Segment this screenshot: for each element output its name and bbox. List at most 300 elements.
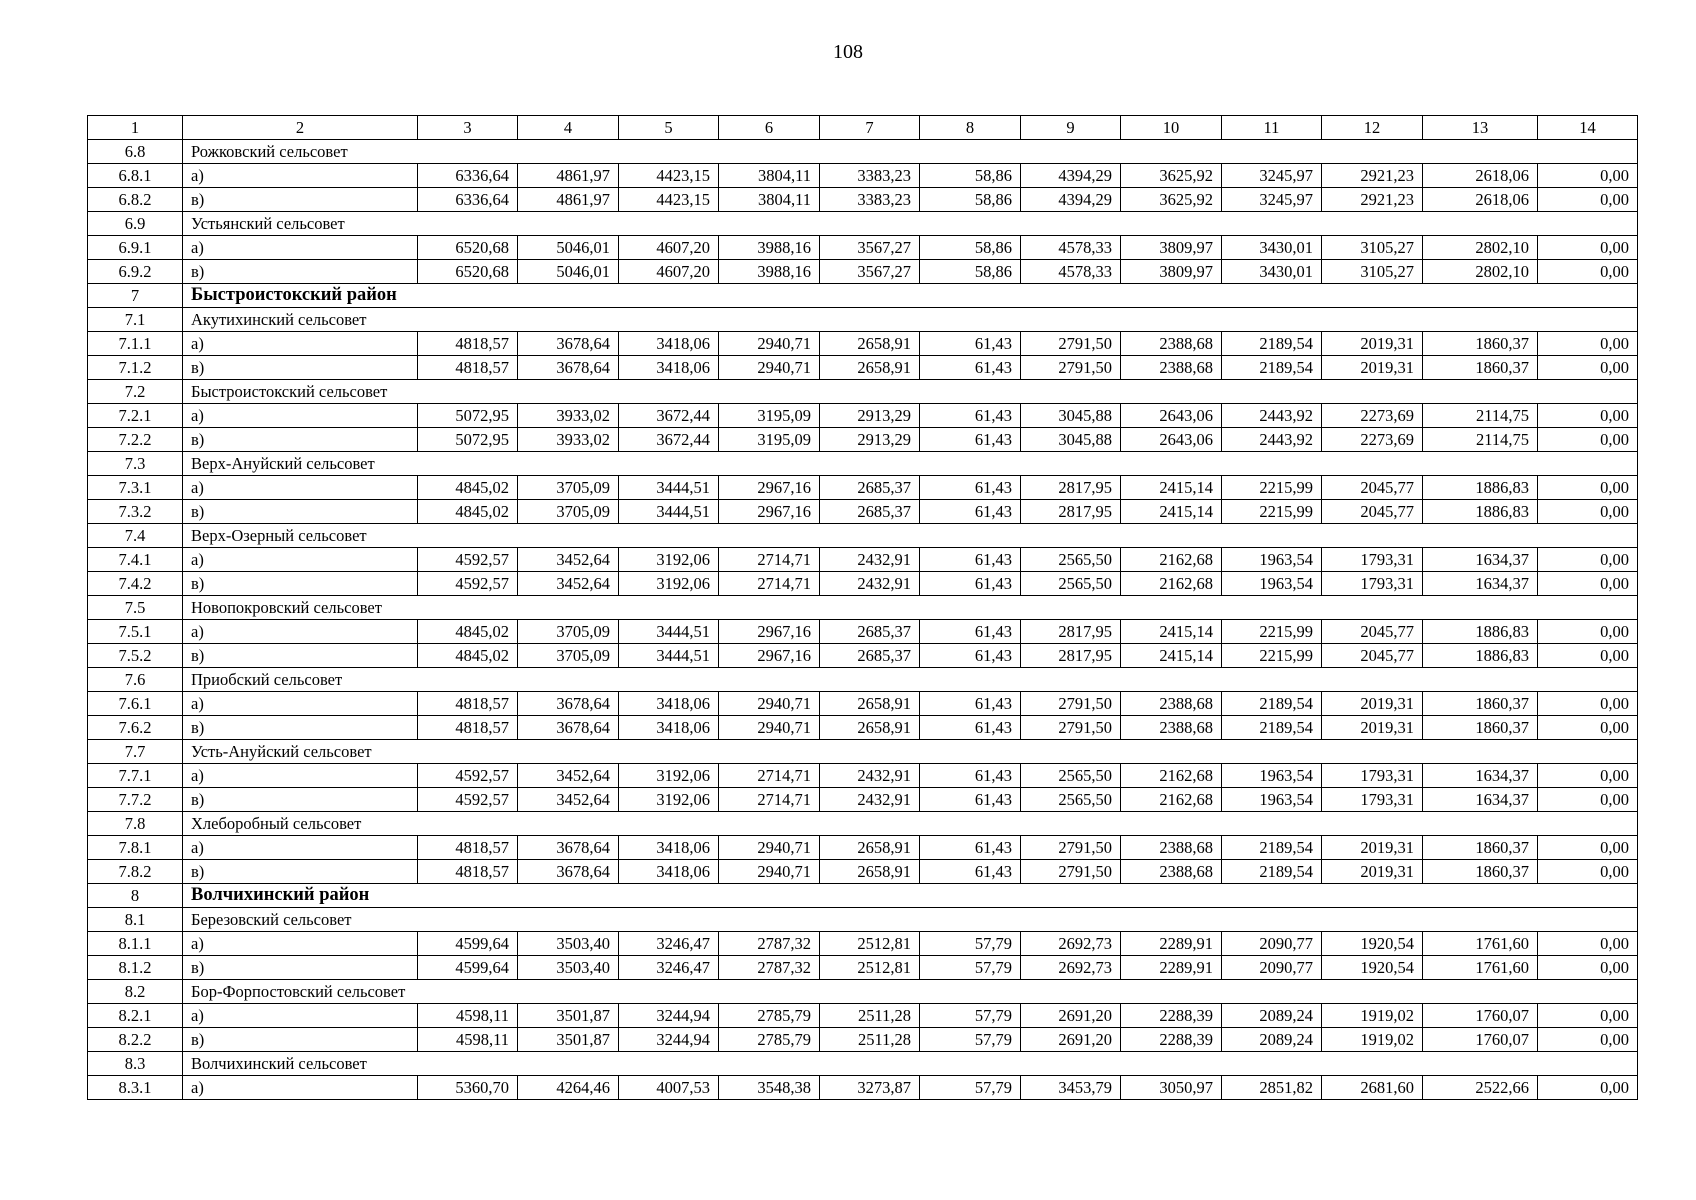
value-cell: 3678,64 <box>518 356 619 380</box>
value-cell: 2511,28 <box>820 1028 920 1052</box>
value-cell: 5046,01 <box>518 236 619 260</box>
value-cell: 3444,51 <box>619 644 719 668</box>
value-cell: 3430,01 <box>1222 236 1322 260</box>
value-cell: 2851,82 <box>1222 1076 1322 1100</box>
value-cell: 2791,50 <box>1021 692 1121 716</box>
row-label: а) <box>183 836 418 860</box>
value-cell: 2432,91 <box>820 548 920 572</box>
value-cell: 2388,68 <box>1121 836 1222 860</box>
value-cell: 0,00 <box>1538 548 1638 572</box>
value-cell: 61,43 <box>920 788 1021 812</box>
row-label: в) <box>183 788 418 812</box>
value-cell: 1760,07 <box>1423 1004 1538 1028</box>
value-cell: 1919,02 <box>1322 1028 1423 1052</box>
column-number-cell: 5 <box>619 116 719 140</box>
value-cell: 3678,64 <box>518 836 619 860</box>
value-cell: 3809,97 <box>1121 236 1222 260</box>
value-cell: 2388,68 <box>1121 356 1222 380</box>
value-cell: 4818,57 <box>418 332 518 356</box>
value-cell: 2714,71 <box>719 572 820 596</box>
value-cell: 2215,99 <box>1222 644 1322 668</box>
value-cell: 4818,57 <box>418 860 518 884</box>
table-row <box>88 356 1638 380</box>
value-cell: 3192,06 <box>619 548 719 572</box>
value-cell: 3383,23 <box>820 164 920 188</box>
value-cell: 2045,77 <box>1322 500 1423 524</box>
value-cell: 2162,68 <box>1121 572 1222 596</box>
council-code: 7.2 <box>88 380 183 404</box>
council-row <box>88 596 1638 620</box>
value-cell: 1634,37 <box>1423 764 1538 788</box>
value-cell: 61,43 <box>920 620 1021 644</box>
value-cell: 2289,91 <box>1121 956 1222 980</box>
column-number-row <box>88 116 1638 140</box>
column-number-cell: 3 <box>418 116 518 140</box>
value-cell: 3678,64 <box>518 860 619 884</box>
value-cell: 0,00 <box>1538 932 1638 956</box>
value-cell: 2019,31 <box>1322 860 1423 884</box>
row-code: 8.1.1 <box>88 932 183 956</box>
council-title: Приобский сельсовет <box>183 668 1638 692</box>
row-code: 7.1.1 <box>88 332 183 356</box>
value-cell: 2787,32 <box>719 932 820 956</box>
value-cell: 3244,94 <box>619 1028 719 1052</box>
value-cell: 2565,50 <box>1021 764 1121 788</box>
value-cell: 3444,51 <box>619 476 719 500</box>
value-cell: 3273,87 <box>820 1076 920 1100</box>
table-row <box>88 1076 1638 1100</box>
value-cell: 4845,02 <box>418 500 518 524</box>
value-cell: 2940,71 <box>719 836 820 860</box>
value-cell: 4845,02 <box>418 644 518 668</box>
value-cell: 1860,37 <box>1423 860 1538 884</box>
value-cell: 0,00 <box>1538 428 1638 452</box>
value-cell: 2685,37 <box>820 620 920 644</box>
column-number-cell: 4 <box>518 116 619 140</box>
value-cell: 58,86 <box>920 260 1021 284</box>
value-cell: 1634,37 <box>1423 788 1538 812</box>
value-cell: 4598,11 <box>418 1028 518 1052</box>
value-cell: 0,00 <box>1538 476 1638 500</box>
row-code: 7.4.1 <box>88 548 183 572</box>
value-cell: 1886,83 <box>1423 620 1538 644</box>
value-cell: 1793,31 <box>1322 572 1423 596</box>
row-label: в) <box>183 716 418 740</box>
value-cell: 3050,97 <box>1121 1076 1222 1100</box>
council-code: 7.8 <box>88 812 183 836</box>
value-cell: 4599,64 <box>418 932 518 956</box>
value-cell: 6336,64 <box>418 188 518 212</box>
column-number-cell: 1 <box>88 116 183 140</box>
value-cell: 2691,20 <box>1021 1004 1121 1028</box>
value-cell: 3678,64 <box>518 716 619 740</box>
value-cell: 2215,99 <box>1222 476 1322 500</box>
council-row <box>88 668 1638 692</box>
row-code: 7.2.2 <box>88 428 183 452</box>
value-cell: 2643,06 <box>1121 428 1222 452</box>
table-row <box>88 188 1638 212</box>
row-code: 8.2.2 <box>88 1028 183 1052</box>
row-code: 8.2.1 <box>88 1004 183 1028</box>
value-cell: 1793,31 <box>1322 548 1423 572</box>
value-cell: 2685,37 <box>820 500 920 524</box>
value-cell: 1860,37 <box>1423 836 1538 860</box>
value-cell: 2388,68 <box>1121 692 1222 716</box>
value-cell: 1920,54 <box>1322 932 1423 956</box>
value-cell: 61,43 <box>920 644 1021 668</box>
column-number-cell: 2 <box>183 116 418 140</box>
value-cell: 61,43 <box>920 692 1021 716</box>
value-cell: 4818,57 <box>418 716 518 740</box>
value-cell: 3105,27 <box>1322 236 1423 260</box>
row-label: а) <box>183 1004 418 1028</box>
value-cell: 2289,91 <box>1121 932 1222 956</box>
table-row <box>88 620 1638 644</box>
value-cell: 3195,09 <box>719 428 820 452</box>
value-cell: 57,79 <box>920 1004 1021 1028</box>
row-code: 7.5.2 <box>88 644 183 668</box>
value-cell: 2817,95 <box>1021 644 1121 668</box>
row-label: в) <box>183 500 418 524</box>
value-cell: 4592,57 <box>418 572 518 596</box>
value-cell: 0,00 <box>1538 356 1638 380</box>
value-cell: 2691,20 <box>1021 1028 1121 1052</box>
council-row <box>88 980 1638 1004</box>
value-cell: 2967,16 <box>719 620 820 644</box>
value-cell: 1886,83 <box>1423 500 1538 524</box>
value-cell: 2432,91 <box>820 572 920 596</box>
table-row <box>88 572 1638 596</box>
value-cell: 3705,09 <box>518 500 619 524</box>
value-cell: 57,79 <box>920 932 1021 956</box>
value-cell: 2432,91 <box>820 788 920 812</box>
council-code: 6.8 <box>88 140 183 164</box>
value-cell: 2273,69 <box>1322 428 1423 452</box>
council-code: 7.4 <box>88 524 183 548</box>
value-cell: 3625,92 <box>1121 188 1222 212</box>
value-cell: 4423,15 <box>619 188 719 212</box>
value-cell: 57,79 <box>920 1076 1021 1100</box>
value-cell: 4845,02 <box>418 476 518 500</box>
value-cell: 3625,92 <box>1121 164 1222 188</box>
value-cell: 4592,57 <box>418 548 518 572</box>
value-cell: 1860,37 <box>1423 356 1538 380</box>
value-cell: 3245,97 <box>1222 164 1322 188</box>
value-cell: 61,43 <box>920 476 1021 500</box>
value-cell: 1919,02 <box>1322 1004 1423 1028</box>
value-cell: 2090,77 <box>1222 932 1322 956</box>
row-label: в) <box>183 428 418 452</box>
value-cell: 3705,09 <box>518 476 619 500</box>
table-row <box>88 428 1638 452</box>
value-cell: 4861,97 <box>518 164 619 188</box>
value-cell: 2388,68 <box>1121 332 1222 356</box>
table-row <box>88 236 1638 260</box>
value-cell: 3453,79 <box>1021 1076 1121 1100</box>
value-cell: 0,00 <box>1538 1004 1638 1028</box>
value-cell: 0,00 <box>1538 332 1638 356</box>
value-cell: 3548,38 <box>719 1076 820 1100</box>
value-cell: 61,43 <box>920 572 1021 596</box>
value-cell: 2967,16 <box>719 644 820 668</box>
table-row <box>88 476 1638 500</box>
value-cell: 2940,71 <box>719 716 820 740</box>
value-cell: 2681,60 <box>1322 1076 1423 1100</box>
row-label: в) <box>183 188 418 212</box>
council-title: Быстроистокский сельсовет <box>183 380 1638 404</box>
row-code: 6.9.2 <box>88 260 183 284</box>
row-label: а) <box>183 764 418 788</box>
table-row <box>88 692 1638 716</box>
value-cell: 2114,75 <box>1423 428 1538 452</box>
table-row <box>88 956 1638 980</box>
council-title: Устьянский сельсовет <box>183 212 1638 236</box>
value-cell: 6336,64 <box>418 164 518 188</box>
table-row <box>88 788 1638 812</box>
value-cell: 3452,64 <box>518 788 619 812</box>
value-cell: 2802,10 <box>1423 236 1538 260</box>
value-cell: 4607,20 <box>619 236 719 260</box>
value-cell: 2215,99 <box>1222 620 1322 644</box>
value-cell: 2432,91 <box>820 764 920 788</box>
value-cell: 2019,31 <box>1322 332 1423 356</box>
district-row <box>88 884 1638 908</box>
value-cell: 5046,01 <box>518 260 619 284</box>
value-cell: 0,00 <box>1538 764 1638 788</box>
row-label: в) <box>183 572 418 596</box>
value-cell: 61,43 <box>920 356 1021 380</box>
value-cell: 4818,57 <box>418 692 518 716</box>
value-cell: 2921,23 <box>1322 188 1423 212</box>
column-number-cell: 12 <box>1322 116 1423 140</box>
value-cell: 2940,71 <box>719 692 820 716</box>
value-cell: 0,00 <box>1538 860 1638 884</box>
column-number-cell: 14 <box>1538 116 1638 140</box>
row-code: 7.7.2 <box>88 788 183 812</box>
value-cell: 0,00 <box>1538 500 1638 524</box>
value-cell: 1860,37 <box>1423 332 1538 356</box>
value-cell: 2791,50 <box>1021 836 1121 860</box>
value-cell: 1963,54 <box>1222 788 1322 812</box>
council-title: Хлеборобный сельсовет <box>183 812 1638 836</box>
council-code: 7.1 <box>88 308 183 332</box>
value-cell: 61,43 <box>920 404 1021 428</box>
value-cell: 2692,73 <box>1021 956 1121 980</box>
district-code: 8 <box>88 884 183 908</box>
value-cell: 57,79 <box>920 956 1021 980</box>
council-title: Верх-Ануйский сельсовет <box>183 452 1638 476</box>
row-code: 6.9.1 <box>88 236 183 260</box>
row-code: 7.5.1 <box>88 620 183 644</box>
value-cell: 2618,06 <box>1423 188 1538 212</box>
value-cell: 61,43 <box>920 332 1021 356</box>
value-cell: 2162,68 <box>1121 548 1222 572</box>
value-cell: 2658,91 <box>820 692 920 716</box>
value-cell: 2714,71 <box>719 764 820 788</box>
value-cell: 0,00 <box>1538 164 1638 188</box>
value-cell: 2114,75 <box>1423 404 1538 428</box>
value-cell: 3452,64 <box>518 548 619 572</box>
value-cell: 61,43 <box>920 764 1021 788</box>
table-row <box>88 548 1638 572</box>
value-cell: 3105,27 <box>1322 260 1423 284</box>
value-cell: 3383,23 <box>820 188 920 212</box>
row-label: а) <box>183 404 418 428</box>
value-cell: 2443,92 <box>1222 404 1322 428</box>
council-row <box>88 1052 1638 1076</box>
value-cell: 2658,91 <box>820 356 920 380</box>
value-cell: 61,43 <box>920 860 1021 884</box>
row-code: 8.1.2 <box>88 956 183 980</box>
value-cell: 2658,91 <box>820 716 920 740</box>
table-row <box>88 332 1638 356</box>
value-cell: 0,00 <box>1538 620 1638 644</box>
council-code: 7.6 <box>88 668 183 692</box>
value-cell: 0,00 <box>1538 236 1638 260</box>
value-cell: 61,43 <box>920 428 1021 452</box>
council-title: Усть-Ануйский сельсовет <box>183 740 1638 764</box>
value-cell: 4599,64 <box>418 956 518 980</box>
value-cell: 3418,06 <box>619 716 719 740</box>
value-cell: 4592,57 <box>418 788 518 812</box>
value-cell: 5072,95 <box>418 428 518 452</box>
value-cell: 2189,54 <box>1222 692 1322 716</box>
value-cell: 2921,23 <box>1322 164 1423 188</box>
row-code: 6.8.2 <box>88 188 183 212</box>
row-code: 7.2.1 <box>88 404 183 428</box>
value-cell: 2019,31 <box>1322 356 1423 380</box>
council-row <box>88 212 1638 236</box>
value-cell: 3503,40 <box>518 932 619 956</box>
value-cell: 3418,06 <box>619 860 719 884</box>
value-cell: 2692,73 <box>1021 932 1121 956</box>
value-cell: 3678,64 <box>518 332 619 356</box>
value-cell: 1761,60 <box>1423 956 1538 980</box>
value-cell: 2189,54 <box>1222 716 1322 740</box>
value-cell: 2415,14 <box>1121 620 1222 644</box>
page-number: 108 <box>833 41 863 63</box>
value-cell: 1634,37 <box>1423 572 1538 596</box>
value-cell: 2685,37 <box>820 476 920 500</box>
value-cell: 0,00 <box>1538 788 1638 812</box>
value-cell: 2045,77 <box>1322 620 1423 644</box>
district-title: Волчихинский район <box>183 884 1638 908</box>
value-cell: 2565,50 <box>1021 572 1121 596</box>
value-cell: 0,00 <box>1538 260 1638 284</box>
value-cell: 1886,83 <box>1423 476 1538 500</box>
row-label: а) <box>183 548 418 572</box>
value-cell: 3192,06 <box>619 788 719 812</box>
value-cell: 61,43 <box>920 836 1021 860</box>
tariff-table <box>87 115 1638 1100</box>
row-code: 7.3.1 <box>88 476 183 500</box>
value-cell: 2288,39 <box>1121 1028 1222 1052</box>
value-cell: 5360,70 <box>418 1076 518 1100</box>
value-cell: 2512,81 <box>820 932 920 956</box>
council-code: 7.5 <box>88 596 183 620</box>
value-cell: 2388,68 <box>1121 860 1222 884</box>
council-row <box>88 452 1638 476</box>
value-cell: 3672,44 <box>619 404 719 428</box>
value-cell: 3444,51 <box>619 500 719 524</box>
value-cell: 2019,31 <box>1322 716 1423 740</box>
value-cell: 3705,09 <box>518 644 619 668</box>
column-number-cell: 6 <box>719 116 820 140</box>
council-row <box>88 380 1638 404</box>
council-row <box>88 908 1638 932</box>
value-cell: 2791,50 <box>1021 716 1121 740</box>
row-label: а) <box>183 476 418 500</box>
value-cell: 2787,32 <box>719 956 820 980</box>
table-row <box>88 860 1638 884</box>
value-cell: 0,00 <box>1538 188 1638 212</box>
council-row <box>88 308 1638 332</box>
column-number-cell: 13 <box>1423 116 1538 140</box>
value-cell: 3418,06 <box>619 692 719 716</box>
value-cell: 3246,47 <box>619 956 719 980</box>
table-row <box>88 164 1638 188</box>
value-cell: 1963,54 <box>1222 764 1322 788</box>
value-cell: 2913,29 <box>820 428 920 452</box>
value-cell: 2967,16 <box>719 476 820 500</box>
value-cell: 2415,14 <box>1121 644 1222 668</box>
value-cell: 2089,24 <box>1222 1004 1322 1028</box>
value-cell: 4607,20 <box>619 260 719 284</box>
value-cell: 2415,14 <box>1121 500 1222 524</box>
value-cell: 3705,09 <box>518 620 619 644</box>
value-cell: 3192,06 <box>619 572 719 596</box>
column-number-cell: 11 <box>1222 116 1322 140</box>
council-code: 8.1 <box>88 908 183 932</box>
value-cell: 1634,37 <box>1423 548 1538 572</box>
table-row <box>88 644 1638 668</box>
value-cell: 5072,95 <box>418 404 518 428</box>
value-cell: 2089,24 <box>1222 1028 1322 1052</box>
row-code: 7.7.1 <box>88 764 183 788</box>
council-code: 6.9 <box>88 212 183 236</box>
value-cell: 6520,68 <box>418 260 518 284</box>
value-cell: 4861,97 <box>518 188 619 212</box>
row-label: в) <box>183 1028 418 1052</box>
value-cell: 3672,44 <box>619 428 719 452</box>
row-label: в) <box>183 956 418 980</box>
value-cell: 3804,11 <box>719 188 820 212</box>
row-code: 7.3.2 <box>88 500 183 524</box>
value-cell: 2685,37 <box>820 644 920 668</box>
value-cell: 4578,33 <box>1021 236 1121 260</box>
value-cell: 2045,77 <box>1322 644 1423 668</box>
value-cell: 2658,91 <box>820 836 920 860</box>
value-cell: 1793,31 <box>1322 764 1423 788</box>
value-cell: 2162,68 <box>1121 788 1222 812</box>
value-cell: 4578,33 <box>1021 260 1121 284</box>
value-cell: 58,86 <box>920 236 1021 260</box>
value-cell: 2643,06 <box>1121 404 1222 428</box>
value-cell: 2511,28 <box>820 1004 920 1028</box>
value-cell: 0,00 <box>1538 1076 1638 1100</box>
council-code: 7.7 <box>88 740 183 764</box>
value-cell: 3045,88 <box>1021 428 1121 452</box>
value-cell: 2415,14 <box>1121 476 1222 500</box>
row-label: в) <box>183 260 418 284</box>
value-cell: 3245,97 <box>1222 188 1322 212</box>
value-cell: 4818,57 <box>418 836 518 860</box>
value-cell: 3452,64 <box>518 764 619 788</box>
value-cell: 3933,02 <box>518 428 619 452</box>
value-cell: 2618,06 <box>1423 164 1538 188</box>
value-cell: 1920,54 <box>1322 956 1423 980</box>
value-cell: 0,00 <box>1538 644 1638 668</box>
